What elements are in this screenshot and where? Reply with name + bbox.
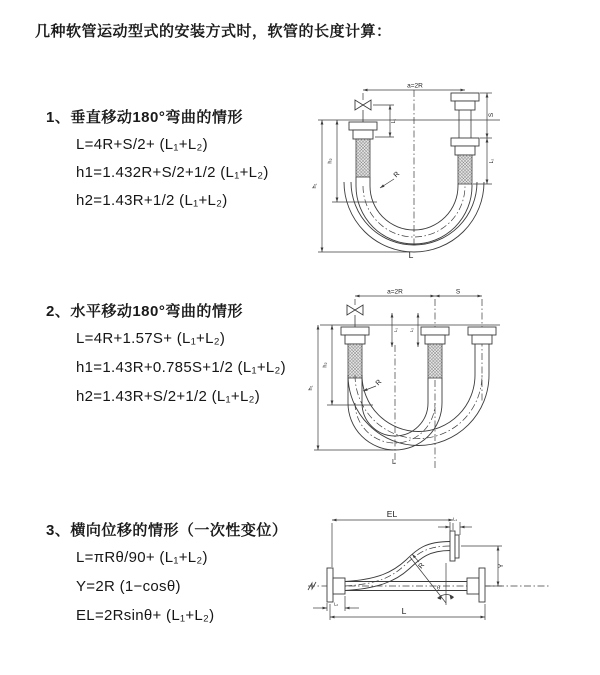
- length-label: L: [408, 250, 414, 260]
- dim-label-l2: L₂: [333, 601, 339, 607]
- braided-hose-section: [458, 155, 472, 184]
- radius-label: R: [392, 170, 402, 180]
- dim-label-s: S: [488, 112, 495, 118]
- dim-label-h2: h₂: [327, 158, 334, 164]
- section-1-formula-L: L=4R+S/2+ (L₁+L₂): [76, 136, 208, 153]
- diagram-horizontal-bend: [305, 283, 600, 473]
- u-hose-position-2: [348, 344, 489, 446]
- dim-label-a2r: a=2R: [387, 288, 403, 296]
- middle-flange: [421, 327, 449, 344]
- length-label: L: [392, 459, 396, 466]
- radius-label: R: [374, 378, 384, 388]
- dim-label-y: Y: [498, 563, 505, 569]
- diagram-vertical-bend: [305, 80, 595, 260]
- right-flange: [468, 327, 496, 344]
- dim-label-l: L: [401, 606, 407, 616]
- straight-hose-position: [345, 568, 485, 602]
- section-1-formula-h1: h1=1.432R+S/2+1/2 (L₁+L₂): [76, 164, 269, 181]
- section-1-formula-h2: h2=1.43R+1/2 (L₁+L₂): [76, 192, 228, 209]
- section-3-formula-L: L=πRθ/90+ (L₁+L₂): [76, 549, 208, 566]
- section-2-formula-L: L=4R+1.57S+ (L₁+L₂): [76, 330, 226, 347]
- braided-hose-section: [356, 139, 370, 177]
- angle-theta: [410, 557, 454, 605]
- section-2-formula-h2: h2=1.43R+S/2+1/2 (L₁+L₂): [76, 388, 261, 405]
- dim-label-s: S: [455, 288, 461, 296]
- left-flange: [349, 122, 377, 139]
- dim-label-h2: h₂: [322, 362, 329, 368]
- section-2-heading: 2、水平移动180°弯曲的情形: [46, 303, 243, 320]
- dim-label-h1: h₁: [308, 385, 314, 391]
- dim-label-l1: L₁: [452, 516, 458, 522]
- dim-label-h1: h₁: [312, 183, 318, 189]
- valve-icon: [347, 305, 363, 327]
- dim-label-l1: L₁: [393, 327, 398, 333]
- section-3-formula-EL: EL=2Rsinθ+ (L₁+L₂): [76, 607, 215, 624]
- dim-label-l1: L₁: [391, 118, 397, 124]
- section-3-heading: 3、横向位移的情形（一次性变位）: [46, 522, 288, 539]
- left-flange: [341, 327, 369, 344]
- section-3-formula-Y: Y=2R (1−cosθ): [76, 578, 181, 595]
- dim-label-l2: L₂: [409, 327, 414, 333]
- diagram-lateral-displacement: [300, 505, 600, 655]
- section-1-heading: 1、垂直移动180°弯曲的情形: [46, 109, 243, 126]
- dim-label-a2r: a=2R: [407, 82, 423, 90]
- braided-hose-section: [428, 344, 442, 378]
- dim-label-el: EL: [386, 509, 398, 519]
- left-flange: [327, 568, 345, 602]
- radius-label: R: [417, 561, 427, 571]
- section-2-formula-h1: h1=1.43R+0.785S+1/2 (L₁+L₂): [76, 359, 286, 376]
- valve-icon: [355, 100, 371, 122]
- angle-label: θ: [436, 585, 441, 592]
- right-flange-upper: [451, 93, 479, 110]
- braided-hose-section: [348, 344, 362, 378]
- page-title: 几种软管运动型式的安装方式时，软管的长度计算：: [35, 23, 392, 40]
- dim-label-l2: L₂: [489, 158, 495, 164]
- right-flange-lower: [451, 138, 479, 155]
